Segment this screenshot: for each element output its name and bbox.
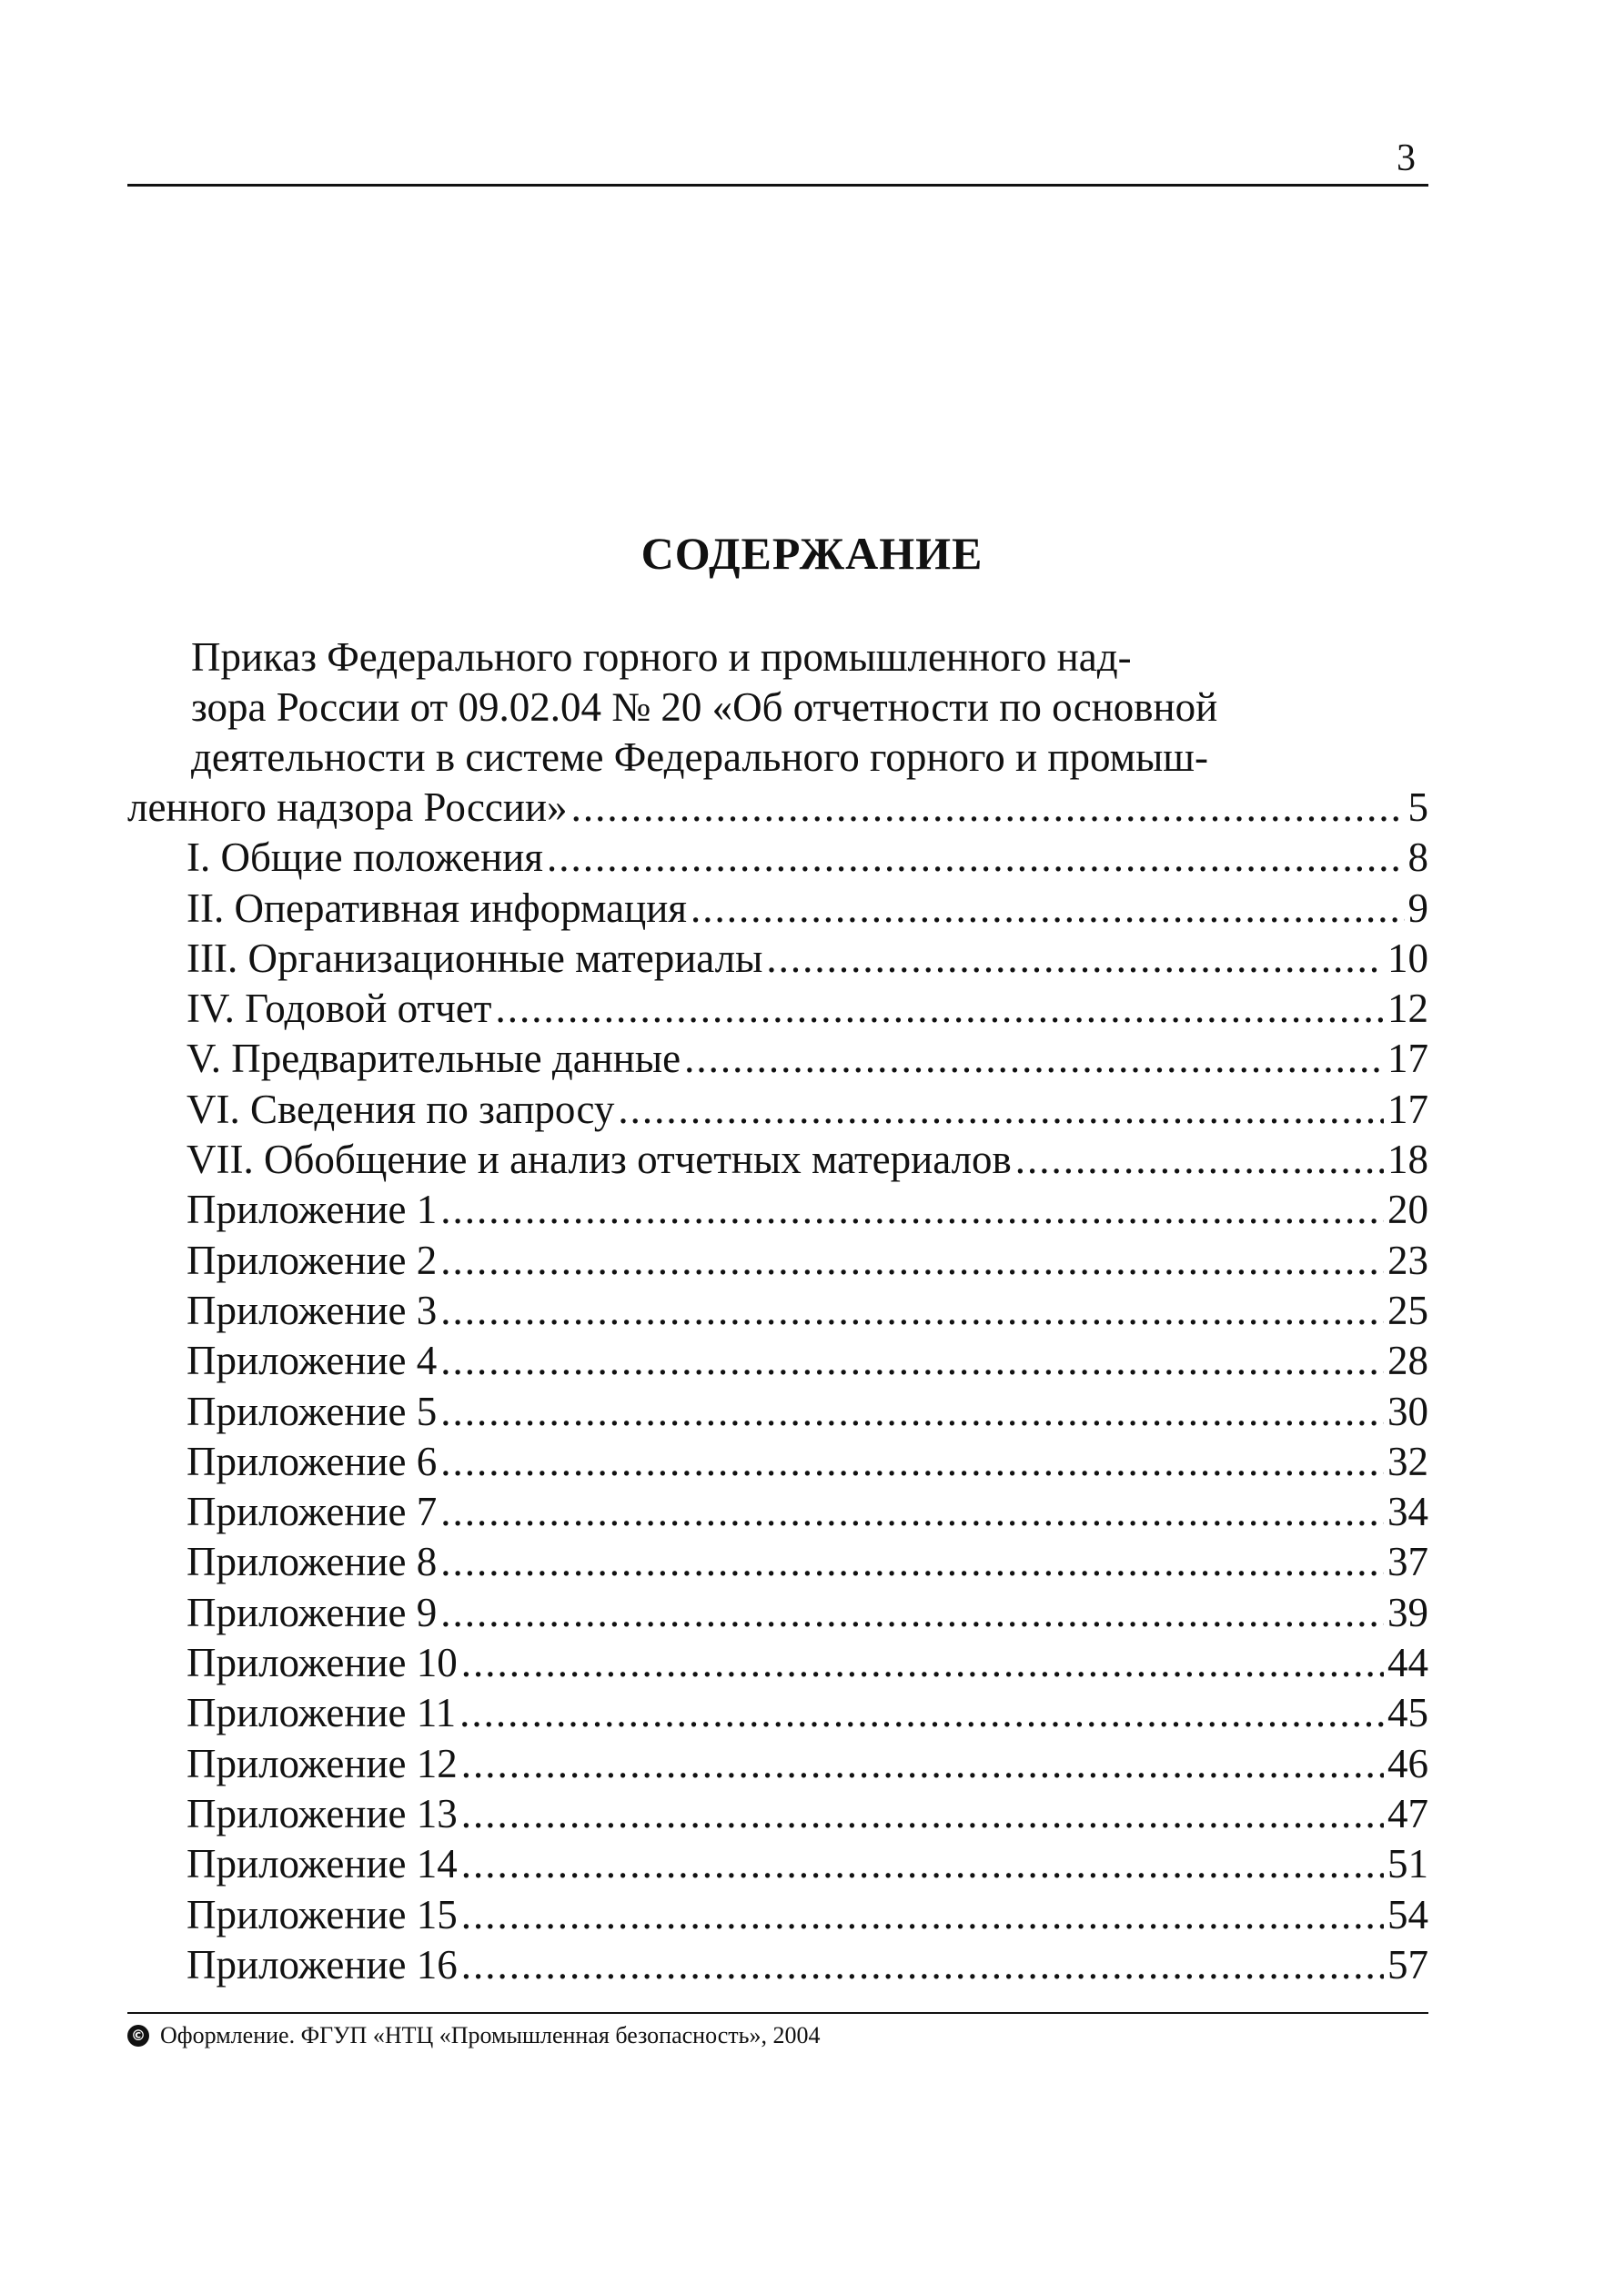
toc-entry-label: Приложение 6 [187, 1438, 438, 1484]
toc-entry[interactable] [127, 783, 1428, 833]
toc-intro-line: деятельности в системе Федерального горного и промыш- [191, 734, 1208, 780]
toc-entry[interactable] [127, 1537, 1428, 1587]
toc-entry-page: 9 [1407, 885, 1428, 931]
toc-entry-label: II. Оперативная информация [187, 885, 687, 931]
dot-leader [461, 1940, 1384, 1990]
dot-leader [459, 1688, 1384, 1738]
toc-intro-line: Приказ Федерального горного и промышленного над- [191, 634, 1132, 680]
dot-leader [495, 984, 1384, 1034]
toc-entry-page: 18 [1387, 1137, 1428, 1183]
toc-entry-page: 39 [1387, 1589, 1428, 1635]
dot-leader [440, 1487, 1384, 1537]
toc-entry[interactable] [127, 1940, 1428, 1990]
toc-entry[interactable] [127, 1789, 1428, 1839]
page-number: 3 [1397, 137, 1416, 179]
toc-entry-label: IV. Годовой отчет [187, 986, 492, 1032]
toc-entry-label: Приложение 10 [187, 1640, 458, 1686]
toc-entry[interactable] [127, 1437, 1428, 1487]
footer [127, 2020, 821, 2051]
toc-entry[interactable] [127, 1286, 1428, 1336]
dot-leader [440, 1185, 1384, 1235]
toc-entry-page: 17 [1387, 1086, 1428, 1132]
toc-entry-label: Приложение 5 [187, 1388, 438, 1434]
toc-intro [127, 632, 1428, 783]
toc-entry-page: 44 [1387, 1640, 1428, 1686]
toc-entry[interactable] [127, 934, 1428, 984]
toc-entry-page: 57 [1387, 1941, 1428, 1988]
dot-leader [440, 1336, 1384, 1386]
toc-entry[interactable] [127, 1839, 1428, 1889]
toc-entry[interactable] [127, 1487, 1428, 1537]
toc-intro-line: зора России от 09.02.04 № 20 «Об отчетности по основной [191, 684, 1218, 730]
toc-entry-page: 28 [1387, 1338, 1428, 1384]
dot-leader [461, 1789, 1384, 1839]
toc-entry-page: 32 [1387, 1438, 1428, 1484]
header-rule [127, 184, 1428, 187]
toc-entry-page: 34 [1387, 1489, 1428, 1535]
dot-leader [440, 1588, 1384, 1638]
dot-leader [571, 783, 1405, 833]
toc-entry-label: VII. Обобщение и анализ отчетных материалов [187, 1137, 1012, 1183]
toc-entry-page: 47 [1387, 1790, 1428, 1836]
toc-entry-page: 46 [1387, 1740, 1428, 1786]
toc-entry[interactable] [127, 1890, 1428, 1940]
table-of-contents [127, 632, 1428, 1990]
footer-rule [127, 2012, 1428, 2014]
dot-leader [618, 1085, 1384, 1135]
toc-entry-page: 10 [1387, 935, 1428, 981]
toc-entry-page: 51 [1387, 1841, 1428, 1887]
toc-entry[interactable] [127, 1739, 1428, 1789]
toc-entry-label: Приложение 3 [187, 1287, 438, 1333]
toc-entry-page: 25 [1387, 1287, 1428, 1333]
toc-entry-page: 20 [1387, 1187, 1428, 1233]
toc-entry-page: 45 [1387, 1690, 1428, 1736]
footer-text: Оформление. ФГУП «НТЦ «Промышленная безопасность», 2004 [160, 2022, 821, 2048]
dot-leader [461, 1890, 1384, 1940]
toc-entry-label: I. Общие положения [187, 834, 543, 881]
toc-entry[interactable] [127, 1638, 1428, 1688]
dot-leader [1015, 1135, 1384, 1185]
dot-leader [766, 934, 1384, 984]
dot-leader [461, 1839, 1384, 1889]
toc-entry-label: Приложение 13 [187, 1790, 458, 1836]
toc-entry[interactable] [127, 1688, 1428, 1738]
dot-leader [691, 884, 1405, 934]
dot-leader [440, 1437, 1384, 1487]
toc-entry-page: 37 [1387, 1539, 1428, 1585]
toc-entry[interactable] [127, 1085, 1428, 1135]
toc-entry-label: Приложение 2 [187, 1237, 438, 1283]
toc-entry-label: V. Предварительные данные [187, 1036, 681, 1082]
toc-entry[interactable] [127, 1034, 1428, 1084]
toc-entry-page: 5 [1407, 784, 1428, 830]
toc-entry-label: Приложение 7 [187, 1489, 438, 1535]
toc-entry[interactable] [127, 984, 1428, 1034]
toc-entry-label: ленного надзора России» [127, 784, 568, 830]
toc-entry-page: 54 [1387, 1891, 1428, 1937]
dot-leader [547, 833, 1405, 883]
toc-entry-label: VI. Сведения по запросу [187, 1086, 615, 1132]
toc-entry-label: III. Организационные материалы [187, 935, 763, 981]
toc-entry-label: Приложение 4 [187, 1338, 438, 1384]
dot-leader [461, 1638, 1384, 1688]
toc-entry-label: Приложение 9 [187, 1589, 438, 1635]
copyright-icon: © [127, 2025, 149, 2047]
toc-entry-page: 23 [1387, 1237, 1428, 1283]
toc-entry-page: 30 [1387, 1388, 1428, 1434]
toc-entry[interactable] [127, 884, 1428, 934]
dot-leader [684, 1034, 1384, 1084]
toc-entry-page: 12 [1387, 986, 1428, 1032]
dot-leader [440, 1286, 1384, 1336]
toc-entry-label: Приложение 12 [187, 1740, 458, 1786]
toc-entry[interactable] [127, 1185, 1428, 1235]
dot-leader [440, 1236, 1384, 1286]
toc-entry-page: 8 [1407, 834, 1428, 881]
toc-entry[interactable] [127, 833, 1428, 883]
toc-entry-label: Приложение 14 [187, 1841, 458, 1887]
toc-entry-label: Приложение 11 [187, 1690, 457, 1736]
dot-leader [440, 1387, 1384, 1437]
toc-entry-page: 17 [1387, 1036, 1428, 1082]
page-title: СОДЕРЖАНИЕ [641, 528, 983, 579]
toc-entry-label: Приложение 15 [187, 1891, 458, 1937]
toc-entry[interactable] [127, 1336, 1428, 1386]
dot-leader [440, 1537, 1384, 1587]
toc-entry-label: Приложение 16 [187, 1941, 458, 1988]
toc-entry[interactable] [127, 1387, 1428, 1437]
toc-entry[interactable] [127, 1236, 1428, 1286]
toc-entry-label: Приложение 1 [187, 1187, 438, 1233]
toc-entry[interactable] [127, 1588, 1428, 1638]
toc-entry[interactable] [127, 1135, 1428, 1185]
dot-leader [461, 1739, 1384, 1789]
toc-entry-label: Приложение 8 [187, 1539, 438, 1585]
